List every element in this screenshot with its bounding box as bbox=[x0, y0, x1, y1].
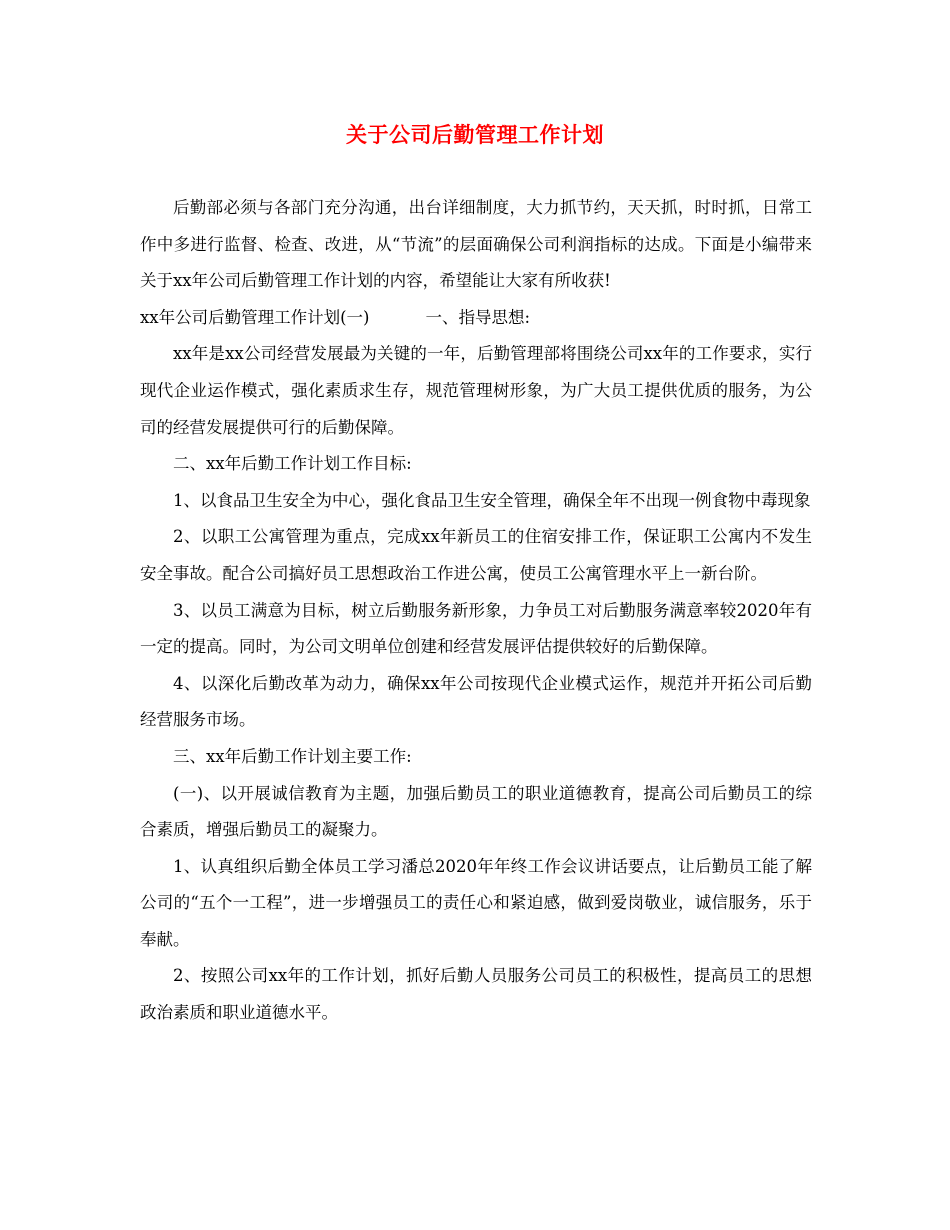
work-item-a: (一)、以开展诚信教育为主题，加强后勤员工的职业道德教育，提高公司后勤员工的综合素质，增强后勤员工的凝聚力。 bbox=[140, 783, 812, 840]
goal-1: 1、以食品卫生安全为中心，强化食品卫生安全管理，确保全年不出现一例食物中毒现象 bbox=[173, 490, 811, 510]
work-item-a2: 2、按照公司xx年的工作计划，抓好后勤人员服务公司员工的积极性，提高员工的思想政治素质和职业道德水平。 bbox=[140, 966, 812, 1023]
plan-heading: xx年公司后勤管理工作计划(一) bbox=[140, 307, 370, 327]
section1-body: xx年是xx公司经营发展最为关键的一年，后勤管理部将围绕公司xx年的工作要求，实行现代企业运作模式，强化素质求生存，规范管理树形象，为广大员工提供优质的服务，为公司的经营发展提供可行的后勤保障。 bbox=[140, 344, 812, 437]
document-body bbox=[140, 190, 812, 1032]
plan-heading-line bbox=[140, 300, 812, 337]
work-item-a1: 1、认真组织后勤全体员工学习潘总2020年年终工作会议讲话要点，让后勤员工能了解公司的“五个一工程”，进一步增强员工的责任心和紧迫感，做到爱岗敬业，诚信服务，乐于奉献。 bbox=[140, 856, 812, 949]
section3-heading: 三、xx年后勤工作计划主要工作: bbox=[173, 746, 412, 766]
goal-4: 4、以深化后勤改革为动力，确保xx年公司按现代企业模式运作，规范并开拓公司后勤经营服务市场。 bbox=[140, 673, 812, 730]
document-title: 关于公司后勤管理工作计划 bbox=[346, 123, 604, 147]
section2-heading: 二、xx年后勤工作计划工作目标: bbox=[173, 454, 412, 474]
section1-heading: 一、指导思想: bbox=[425, 307, 531, 327]
intro-paragraph: 后勤部必须与各部门充分沟通，出台详细制度，大力抓节约，天天抓，时时抓，日常工作中多进行监督、检查、改进，从“节流”的层面确保公司利润指标的达成。下面是小编带来关于xx年公司后勤管理工作计划的内容，希望能让大家有所收获! bbox=[140, 198, 812, 291]
goal-3: 3、以员工满意为目标，树立后勤服务新形象，力争员工对后勤服务满意率较2020年有一定的提高。同时，为公司文明单位创建和经营发展评估提供较好的后勤保障。 bbox=[140, 600, 812, 657]
goal-2: 2、以职工公寓管理为重点，完成xx年新员工的住宿安排工作，保证职工公寓内不发生安全事故。配合公司搞好员工思想政治工作进公寓，使员工公寓管理水平上一新台阶。 bbox=[140, 527, 812, 583]
